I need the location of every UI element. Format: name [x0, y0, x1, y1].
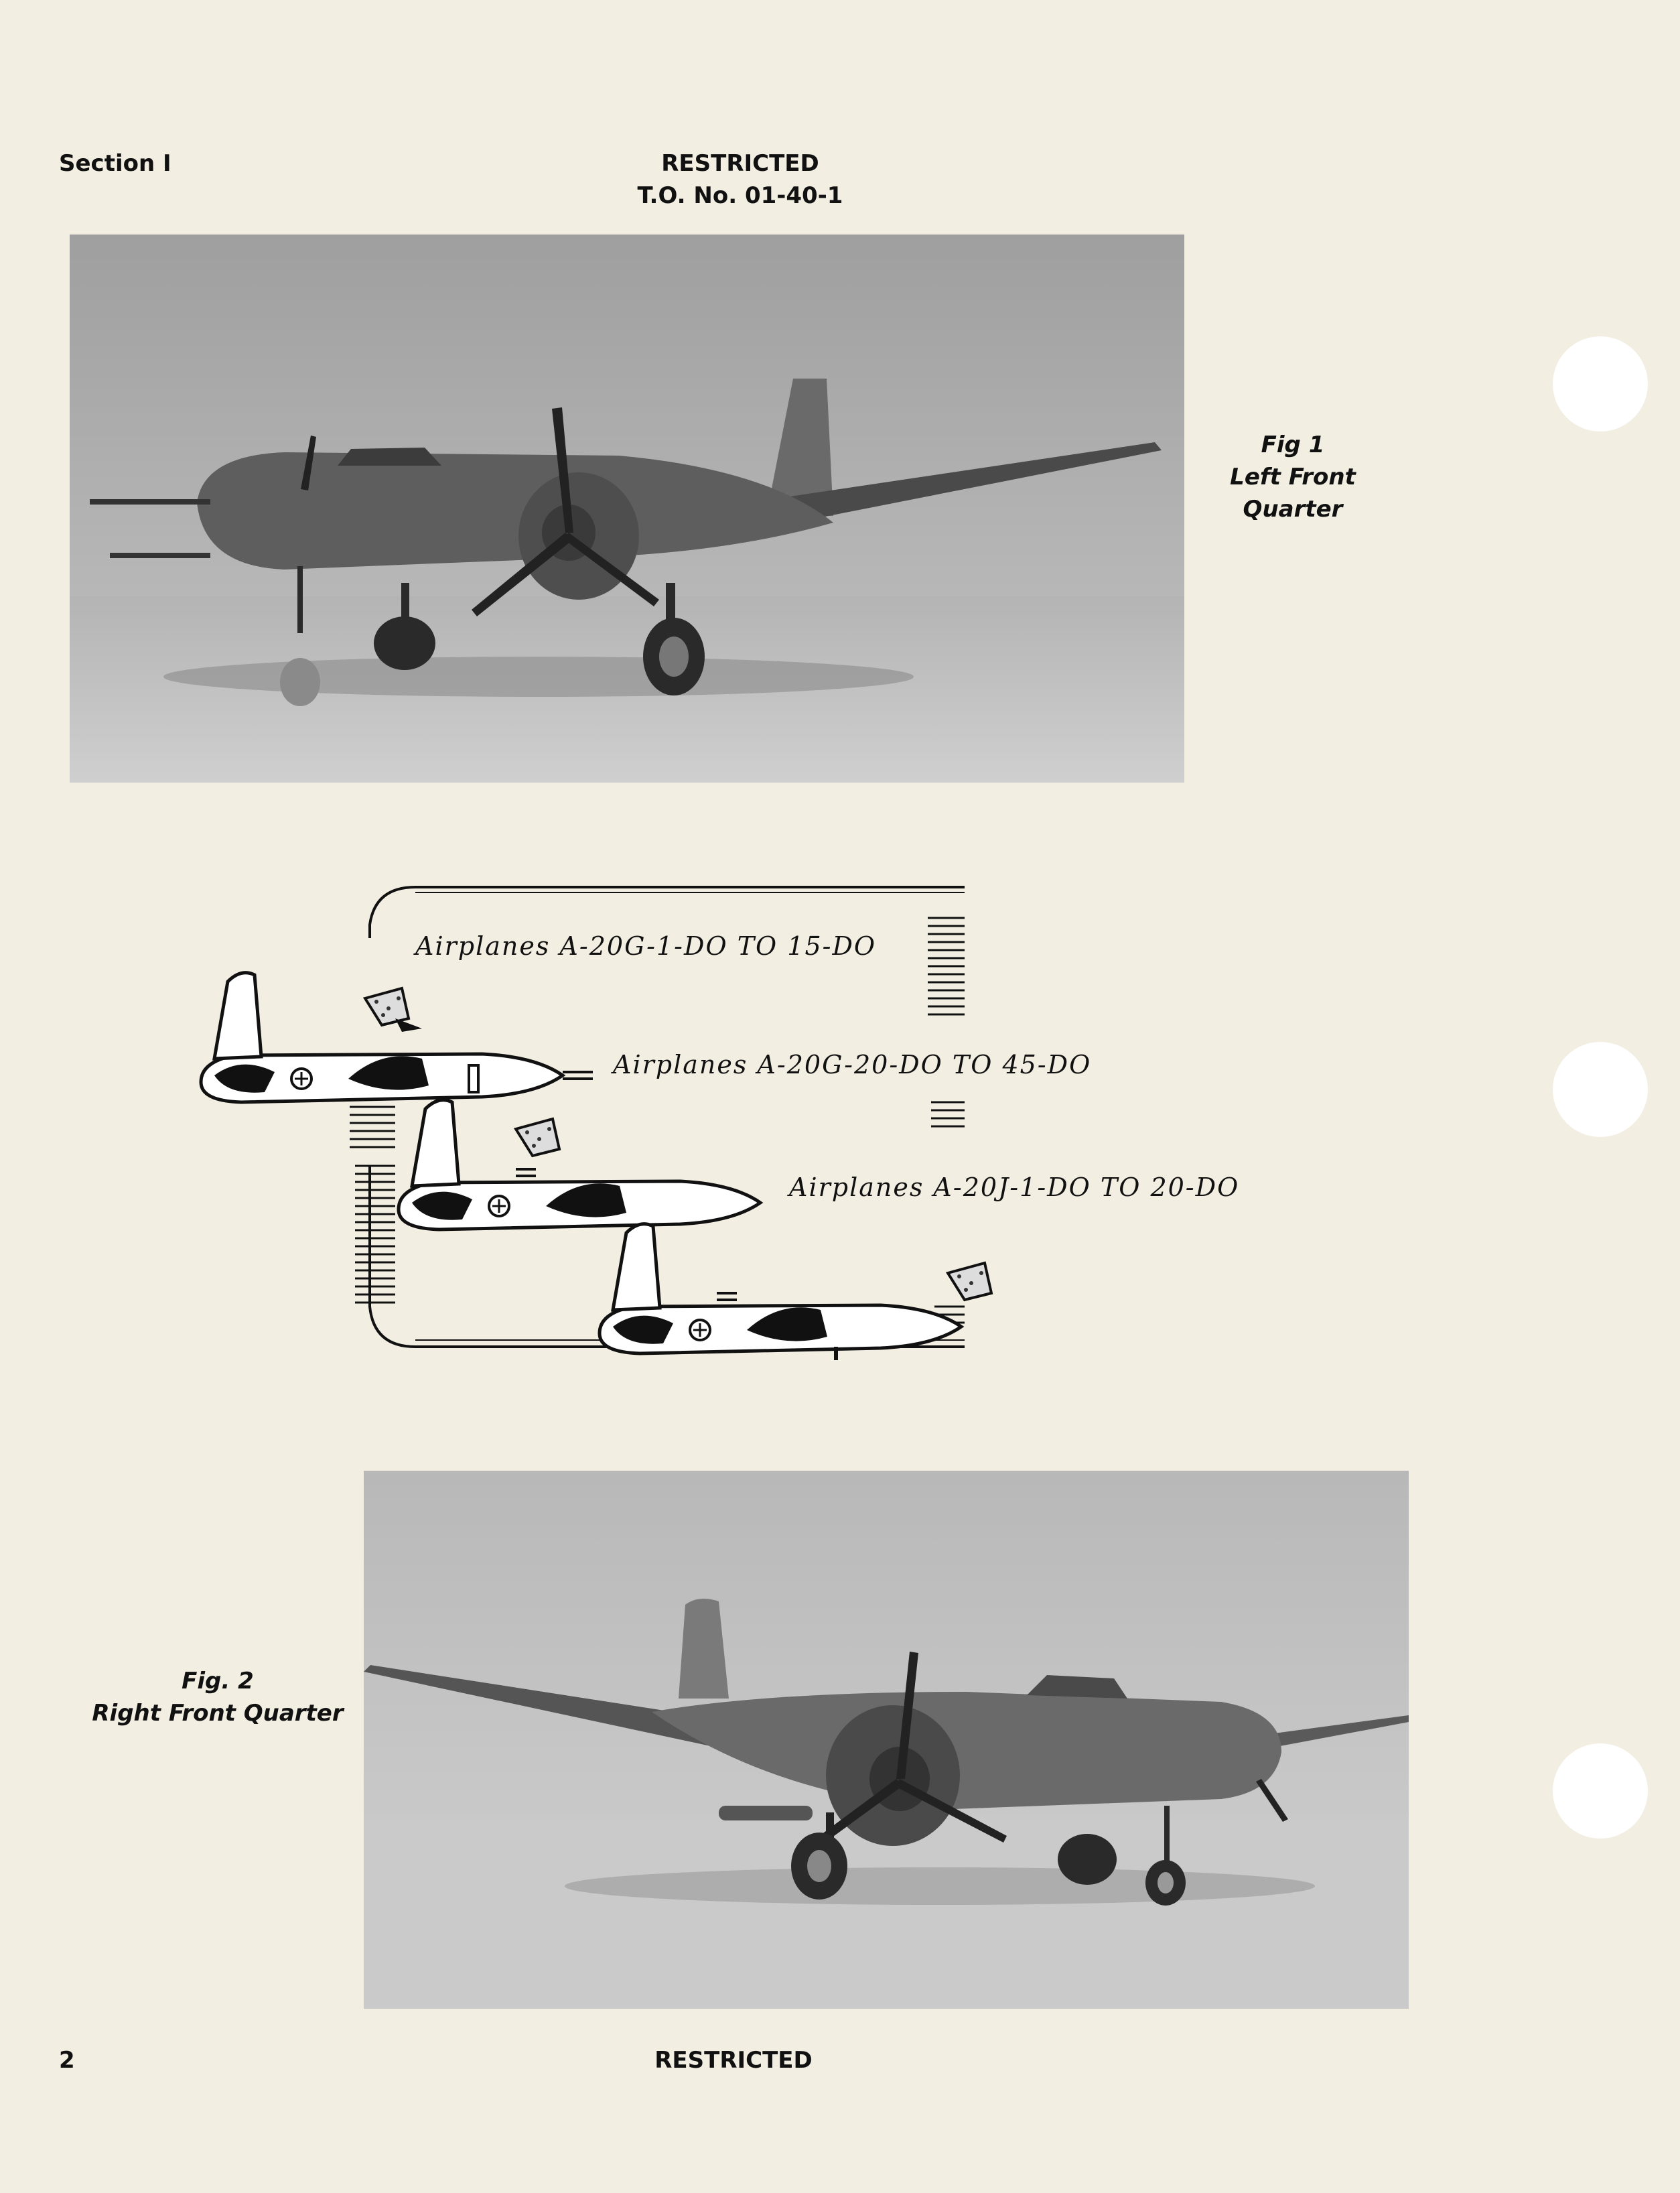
section-label: Section I [59, 150, 171, 177]
punch-hole-middle [1553, 1042, 1648, 1137]
figure-2-caption-line1: Right Front Quarter [92, 1700, 344, 1727]
figure-1-number: Fig 1 [1261, 431, 1325, 458]
figure-1-caption-line1: Left Front [1230, 464, 1356, 490]
airplane-silhouette-2 [399, 1100, 760, 1230]
figure-2-photo [364, 1471, 1409, 2009]
order-number: T.O. No. 01-40-1 [637, 182, 843, 209]
punch-hole-top [1553, 336, 1648, 431]
figure-2-caption [80, 1665, 355, 1729]
figure-2-number: Fig. 2 [182, 1668, 254, 1694]
airplane-silhouette-1 [201, 973, 593, 1102]
figure-1-caption-line2: Quarter [1243, 496, 1343, 523]
punch-hole-bottom [1553, 1743, 1648, 1839]
applicability-line-3: Airplanes A-20J-1-DO TO 20-DO [789, 1173, 1240, 1202]
footer-classification: RESTRICTED [654, 2047, 813, 2074]
figure-1-photo [70, 235, 1184, 783]
applicability-line-1: Airplanes A-20G-1-DO TO 15-DO [415, 931, 877, 961]
airplane-silhouette-3 [600, 1224, 991, 1360]
figure-1-caption [1192, 429, 1393, 525]
applicability-diagram [194, 878, 1240, 1360]
applicability-line-2: Airplanes A-20G-20-DO TO 45-DO [613, 1050, 1092, 1079]
header-classification: RESTRICTED [661, 150, 819, 177]
page-number: 2 [59, 2047, 75, 2074]
